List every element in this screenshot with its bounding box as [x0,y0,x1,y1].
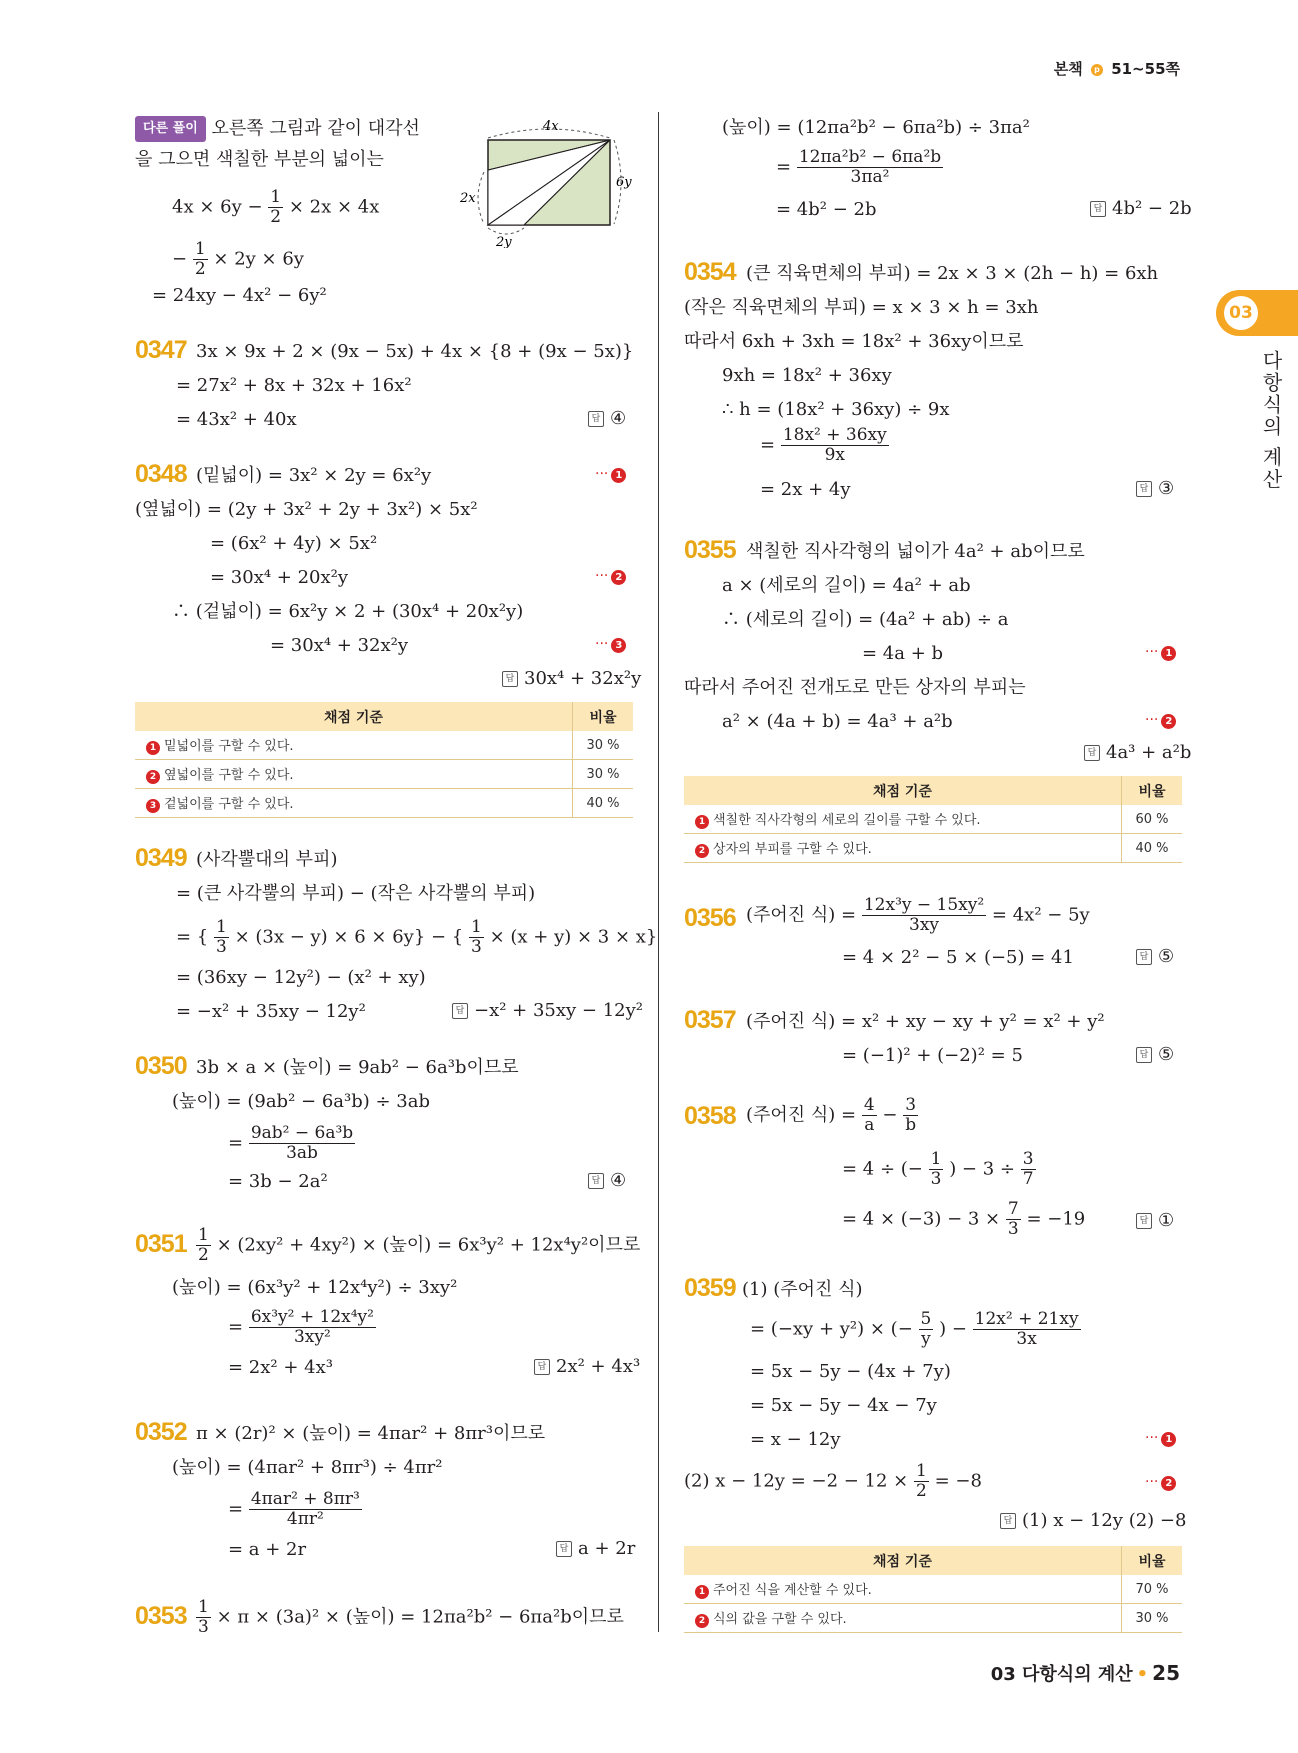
p0347-line3: = 43x² + 40x [176,409,297,430]
p0347-line1: 3x × 9x + 2 × (9x − 5x) + 4x × {8 + (9x − 5x)} [196,341,634,362]
p0354-line2: (작은 직육면체의 부피) = x × 3 × h = 3xh [684,297,1039,318]
p0357-line2: = (−1)² + (−2)² = 5 [842,1045,1023,1066]
p0354-line3: 따라서 6xh + 3xh = 18x² + 36xy이므로 [684,331,1024,352]
p0353-line3: = $\frac{\text{12πa²b² − 6πa²b}}{\text{3πa²}}$ [776,147,942,187]
chapter-number: 03 [1224,296,1258,330]
column-divider [658,112,659,1632]
answer-mark-icon: 답 [1136,1213,1152,1229]
p0348-line5: ∴ (겉넓이) = 6x²y × 2 + (30x⁴ + 20x²y) [172,601,524,622]
alt-solution-text2: 을 그으면 색칠한 부분의 넓이는 [135,149,384,170]
rubric-row: 2 상자의 부피를 구할 수 있다. 40 % [684,834,1182,863]
p0354-line7: = 2x + 4y [760,479,851,500]
p0354-line6: = $\frac{\text{18x² + 36xy}}{9x}$ [760,425,887,465]
rubric-row: 2 옆넓이를 구할 수 있다. 30 % [135,760,633,789]
page-number: 25 [1152,1661,1180,1685]
p0358-line1: (주어진 식) = $\frac{4}{a}$ − $\frac{3}{b}$ [746,1095,917,1135]
page-footer: 03 다항식의 계산 • 25 [990,1661,1180,1685]
p0356-line2: = 4 × 2² − 5 × (−5) = 41 [842,947,1074,968]
problem-number-0351: 0351 [135,1230,187,1258]
alt-solution-figure [458,118,633,248]
figure-label-top: 4x [543,119,559,134]
page-range: 51~55쪽 [1111,60,1180,78]
rubric-header-criteria: 채점 기준 [684,776,1122,805]
rubric-table-0355 [684,776,1182,863]
problem-number-0359: 0359 [684,1274,736,1302]
page-header [1054,58,1180,79]
rubric-header-criteria: 채점 기준 [135,702,573,731]
p0350-line1: 3b × a × (높이) = 9ab² − 6a³b이므로 [196,1057,519,1078]
rubric-row: 2 식의 값을 구할 수 있다. 30 % [684,1604,1182,1633]
p0349-line3: = { $\frac{1}{3}$ × (3x − y) × 6 × 6y} − { $\frac{1}{3}$ × (x + y) × 3 × x} [176,917,658,957]
p0359-step2: ··· 2 [1145,1474,1176,1491]
p0353-line2: (높이) = (12πa²b² − 6πa²b) ÷ 3πa² [722,117,1030,138]
problem-number-0354: 0354 [684,258,736,286]
p0348-line3: = (6x² + 4y) × 5x² [210,533,378,554]
alt-eq1-frac: $\frac{1}{2}$ [270,187,282,227]
p0356-line1: (주어진 식) = $\frac{\text{12x³y − 15xy²}}{3xy}$ = 4x² − 5y [746,895,1090,935]
rubric-header-ratio: 비율 [1122,776,1183,805]
p0352-line3: = $\frac{\text{4πar² + 8πr³}}{\text{4πr²}}$ [228,1489,360,1529]
rubric-row: 1 색칠한 직사각형의 세로의 길이를 구할 수 있다. 60 % [684,805,1182,834]
answer-mark-icon: 답 [1000,1513,1016,1529]
p0351-line2: (높이) = (6x³y² + 12x⁴y²) ÷ 3xy² [172,1277,458,1298]
p0349-line1: (사각뿔대의 부피) [196,849,338,870]
p0358-answer: 답 ① [1136,1210,1174,1231]
p0351-answer: 답 2x² + 4x³ [534,1356,640,1377]
p0350-line2: (높이) = (9ab² − 6a³b) ÷ 3ab [172,1091,430,1112]
p0351-line3: = $\frac{\text{6x³y² + 12x⁴y²}}{\text{3xy²}}$ [228,1307,374,1347]
p0359-step1: ··· 1 [1145,1430,1176,1447]
p0355-line5: 따라서 주어진 전개도로 만든 상자의 부피는 [684,677,1026,698]
problem-number-0356: 0356 [684,904,736,932]
p0353-answer: 답 4b² − 2b [1090,198,1192,219]
problem-number-0357: 0357 [684,1006,736,1034]
problem-number-0347: 0347 [135,336,187,364]
figure-label-right: 6y [616,175,632,190]
answer-mark-icon: 답 [452,1003,468,1019]
problem-number-0350: 0350 [135,1052,187,1080]
problem-number-0349: 0349 [135,844,187,872]
alt-eq1-a: 4x × 6y − [172,196,263,218]
p0359-answer: 답 (1) x − 12y (2) −8 [1000,1510,1186,1531]
rubric-table-0359 [684,1546,1182,1633]
answer-mark-icon: 답 [1136,481,1152,497]
p0350-answer: 답 ④ [588,1170,626,1191]
answer-mark-icon: 답 [1136,1047,1152,1063]
footer-chapter: 03 다항식의 계산 [990,1664,1133,1685]
p0349-line2: = (큰 사각뿔의 부피) − (작은 사각뿔의 부피) [176,883,536,904]
p0350-line3: = $\frac{\text{9ab² − 6a³b}}{3ab}$ [228,1123,354,1163]
p0348-step3: ··· 3 [595,636,626,653]
p0349-answer: 답 −x² + 35xy − 12y² [452,1000,643,1021]
chapter-side-title: 다항식의 계산 [1259,350,1283,491]
p0354-line1: (큰 직육면체의 부피) = 2x × 3 × (2h − h) = 6xh [746,263,1159,284]
alt-solution-line1 [135,116,420,142]
p0354-answer: 답 ③ [1136,478,1174,499]
p0358-line3: = 4 × (−3) − 3 × $\frac{7}{3}$ = −19 [842,1199,1086,1239]
problem-number-0353: 0353 [135,1602,187,1630]
p0352-line4: = a + 2r [228,1539,307,1560]
alt-eq2-a: − [172,248,188,270]
p0355-answer: 답 4a³ + a²b [1084,742,1191,763]
p0356-answer: 답 ⑤ [1136,946,1174,967]
p0354-line5: ∴ h = (18x² + 36xy) ÷ 9x [722,399,950,420]
alt-solution-eq3: = 24xy − 4x² − 6y² [152,285,327,306]
rubric-header-ratio: 비율 [573,702,634,731]
answer-mark-icon: 답 [1136,949,1152,965]
alt-solution-eq2 [172,240,304,279]
rubric-header-ratio: 비율 [1122,1546,1183,1575]
p0348-line4: = 30x⁴ + 20x²y [210,567,349,588]
p0348-line1: (밑넓이) = 3x² × 2y = 6x²y [196,465,432,486]
p0351-line1: $\frac{1}{2}$ × (2xy² + 4xy²) × (높이) = 6x³y² + 12x⁴y²이므로 [198,1225,641,1265]
p0353-line4: = 4b² − 2b [776,199,877,220]
p0359-line2: = (−xy + y²) × (− $\frac{5}{y}$ ) − $\frac{\text{12x² + 21xy}}{3x}$ [750,1309,1079,1349]
p0354-line4: 9xh = 18x² + 36xy [722,365,892,386]
figure-label-bottom: 2y [496,235,512,248]
p0355-step1: ··· 1 [1145,644,1176,661]
header-badge-icon: p [1091,64,1103,76]
problem-number-0358: 0358 [684,1102,736,1130]
p0348-line2: (옆넓이) = (2y + 3x² + 2y + 3x²) × 5x² [135,499,478,520]
p0355-line4: = 4a + b [862,643,944,664]
rubric-header-criteria: 채점 기준 [684,1546,1122,1575]
answer-mark-icon: 답 [556,1541,572,1557]
p0352-line1: π × (2r)² × (높이) = 4πar² + 8πr³이므로 [196,1423,546,1444]
p0349-line5: = −x² + 35xy − 12y² [176,1001,366,1022]
p0359-line1: (1) (주어진 식) [742,1279,863,1300]
p0352-line2: (높이) = (4πar² + 8πr³) ÷ 4πr² [172,1457,443,1478]
alt-solution-text1: 오른쪽 그림과 같이 대각선 [211,118,420,139]
p0355-line2: a × (세로의 길이) = 4a² + ab [722,575,971,596]
p0348-line6: = 30x⁴ + 32x²y [270,635,409,656]
p0355-line1: 색칠한 직사각형의 넓이가 4a² + ab이므로 [746,541,1085,562]
problem-number-0352: 0352 [135,1418,187,1446]
rubric-row: 1 밑넓이를 구할 수 있다. 30 % [135,731,633,760]
p0359-line6: (2) x − 12y = −2 − 12 × $\frac{1}{2}$ = −8 [684,1461,982,1501]
alt-eq2-frac: $\frac{1}{2}$ [194,239,206,279]
p0352-answer: 답 a + 2r [556,1538,635,1559]
p0359-line5: = x − 12y [750,1429,841,1450]
rubric-table-0348 [135,702,633,818]
answer-mark-icon: 답 [588,1173,604,1189]
figure-label-left: 2x [460,191,476,206]
answer-mark-icon: 답 [1090,201,1106,217]
p0349-line4: = (36xy − 12y²) − (x² + xy) [176,967,426,988]
answer-mark-icon: 답 [534,1359,550,1375]
book-label: 본책 [1053,60,1083,78]
p0357-answer: 답 ⑤ [1136,1044,1174,1065]
alt-eq2-b: × 2y × 6y [213,248,304,270]
p0348-step1: ··· 1 [595,466,626,483]
rubric-row: 3 겉넓이를 구할 수 있다. 40 % [135,789,633,818]
p0353-line1: $\frac{1}{3}$ × π × (3a)² × (높이) = 12πa²b² − 6πa²b이므로 [198,1597,624,1637]
p0359-line4: = 5x − 5y − 4x − 7y [750,1395,937,1416]
p0358-line2: = 4 ÷ (− $\frac{1}{3}$ ) − 3 ÷ $\frac{3}{7}$ [842,1149,1034,1189]
p0355-step2: ··· 2 [1145,712,1176,729]
p0347-line2: = 27x² + 8x + 32x + 16x² [176,375,412,396]
p0355-line3: ∴ (세로의 길이) = (4a² + ab) ÷ a [722,609,1009,630]
p0355-line6: a² × (4a + b) = 4a³ + a²b [722,711,953,732]
answer-mark-icon: 답 [1084,745,1100,761]
p0359-line3: = 5x − 5y − (4x + 7y) [750,1361,951,1382]
p0348-step2: ··· 2 [595,568,626,585]
rubric-row: 1 주어진 식을 계산할 수 있다. 70 % [684,1575,1182,1604]
alt-solution-eq1 [172,188,379,227]
p0348-answer: 답 30x⁴ + 32x²y [502,668,641,689]
p0351-line4: = 2x² + 4x³ [228,1357,333,1378]
problem-number-0348: 0348 [135,460,187,488]
chapter-tab[interactable] [1216,290,1298,336]
p0350-line4: = 3b − 2a² [228,1171,328,1192]
alt-solution-badge: 다른 풀이 [135,116,206,142]
answer-mark-icon: 답 [588,411,604,427]
alt-eq1-b: × 2x × 4x [288,196,380,218]
answer-mark-icon: 답 [502,671,518,687]
p0347-answer: 답 ④ [588,408,626,429]
problem-number-0355: 0355 [684,536,736,564]
p0357-line1: (주어진 식) = x² + xy − xy + y² = x² + y² [746,1011,1105,1032]
